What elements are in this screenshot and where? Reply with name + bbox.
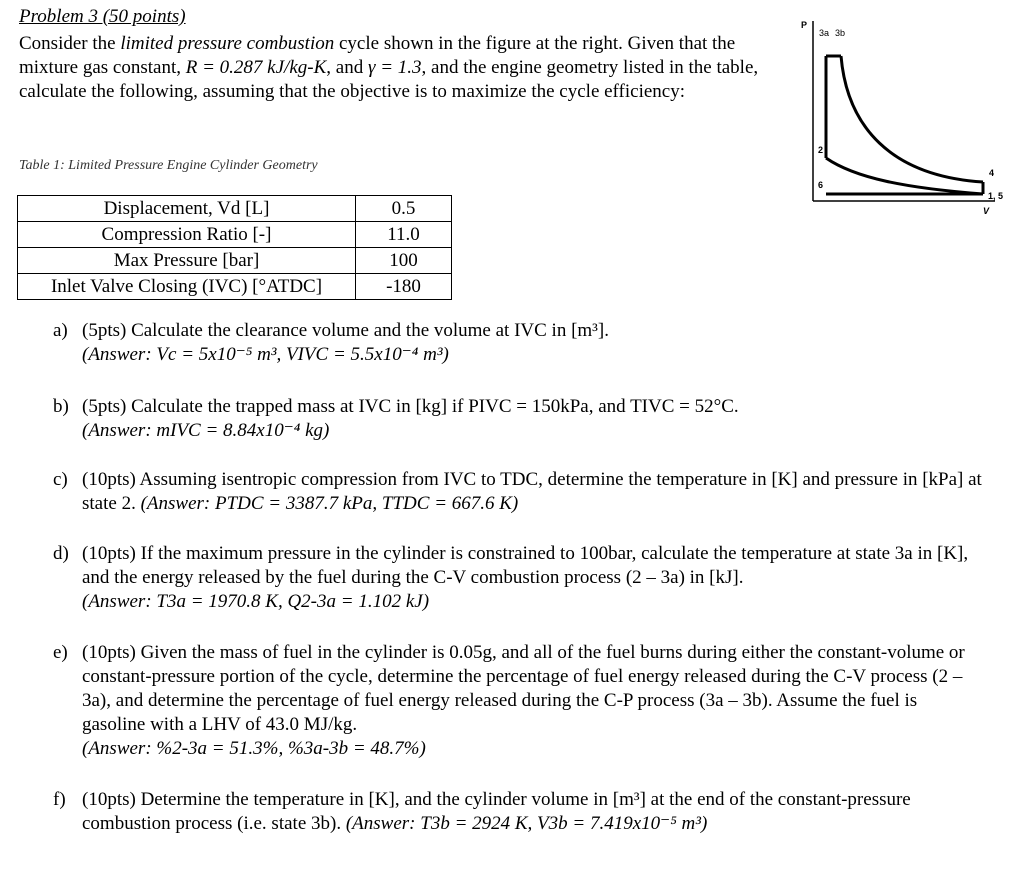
question-letter: f)	[53, 789, 66, 810]
row-label: Inlet Valve Closing (IVC) [°ATDC]	[18, 274, 356, 300]
question-answer: (Answer: mIVC = 8.84x10⁻⁴ kg)	[82, 420, 330, 441]
row-value: 11.0	[356, 222, 452, 248]
compression-curve	[826, 158, 983, 194]
question-d	[53, 542, 983, 614]
question-a	[53, 319, 983, 367]
question-letter: b)	[53, 396, 69, 417]
intro-text-4: , and the engine geometry listed in the table, calculate the following, assuming that the objective is to maximize the cycle efficiency:	[19, 57, 759, 102]
question-text: (5pts) Calculate the clearance volume and the volume at IVC in [m³].	[82, 320, 609, 341]
table-row	[18, 222, 452, 248]
intro-text-2: cycle shown in the figure at the right. Given that the mixture gas constant,	[19, 33, 736, 78]
question-text: (10pts) Assuming isentropic compression from IVC to TDC, determine the temperature in [K] and pressure in [kPa] at state 2.	[82, 469, 982, 514]
intro-gamma: γ = 1.3	[367, 57, 422, 78]
question-text: (5pts) Calculate the trapped mass at IVC in [kg] if PIVC = 150kPa, and TIVC = 52°C.	[82, 396, 739, 417]
question-text: (10pts) Given the mass of fuel in the cylinder is 0.05g, and all of the fuel burns during either the constant-volume or constant-pressure portion of the cycle, determine the percentage of fuel energy released during the C-V process (2 – 3a), and determine the percentage of fuel energy released during the C-P process (3a – 3b). Assume the fuel is gasoline with a LHV of 43.0 MJ/kg.	[82, 642, 965, 735]
state-1-5-label: 1, 5	[988, 191, 1004, 201]
pv-diagram	[795, 16, 1020, 226]
question-answer: (Answer: PTDC = 3387.7 kPa, TTDC = 667.6 K)	[140, 493, 519, 514]
row-value: 100	[356, 248, 452, 274]
expansion-curve	[841, 56, 983, 182]
question-answer: (Answer: T3a = 1970.8 K, Q2-3a = 1.102 kJ)	[82, 591, 430, 612]
state-3a-label: 3a	[819, 28, 830, 38]
state-6-label: 6	[818, 180, 824, 190]
problem-title: Problem 3 (50 points)	[19, 6, 186, 27]
state-2-label: 2	[818, 145, 824, 155]
table-row	[18, 274, 452, 300]
table-caption: Table 1: Limited Pressure Engine Cylinder Geometry	[19, 158, 318, 173]
state-3b-label: 3b	[835, 28, 846, 38]
intro-text-1: Consider the	[19, 33, 121, 54]
intro-cycle-name: limited pressure combustion	[120, 33, 335, 54]
question-answer: (Answer: Vc = 5x10⁻⁵ m³, VIVC = 5.5x10⁻⁴ m³)	[82, 344, 449, 365]
table-row	[18, 248, 452, 274]
geometry-table	[17, 195, 452, 300]
row-label: Displacement, Vd [L]	[18, 196, 356, 222]
row-value: -180	[356, 274, 452, 300]
intro-gas-constant: R = 0.287 kJ/kg-K	[185, 57, 327, 78]
table-row	[18, 196, 452, 222]
question-letter: a)	[53, 320, 68, 341]
row-value: 0.5	[356, 196, 452, 222]
state-4-label: 4	[989, 168, 995, 178]
question-b	[53, 395, 983, 443]
row-label: Max Pressure [bar]	[18, 248, 356, 274]
question-letter: c)	[53, 469, 68, 490]
row-label: Compression Ratio [-]	[18, 222, 356, 248]
p-axis-label: P	[801, 20, 808, 30]
question-letter: d)	[53, 543, 69, 564]
v-axis-label: V	[983, 206, 990, 216]
problem-intro	[19, 32, 789, 104]
question-f	[53, 788, 983, 836]
question-letter: e)	[53, 642, 68, 663]
question-answer: (Answer: %2-3a = 51.3%, %3a-3b = 48.7%)	[82, 738, 426, 759]
question-e	[53, 641, 983, 761]
question-text: (10pts) If the maximum pressure in the cylinder is constrained to 100bar, calculate the temperature at state 3a in [K], and the energy released by the fuel during the C-V combustion process (2 – 3a) in [kJ].	[82, 543, 969, 588]
question-c	[53, 468, 983, 516]
intro-text-3: , and	[326, 57, 368, 78]
question-answer: (Answer: T3b = 2924 K, V3b = 7.419x10⁻⁵ m³)	[345, 813, 708, 834]
question-text: (10pts) Determine the temperature in [K], and the cylinder volume in [m³] at the end of the constant-pressure combustion process (i.e. state 3b).	[82, 789, 911, 834]
